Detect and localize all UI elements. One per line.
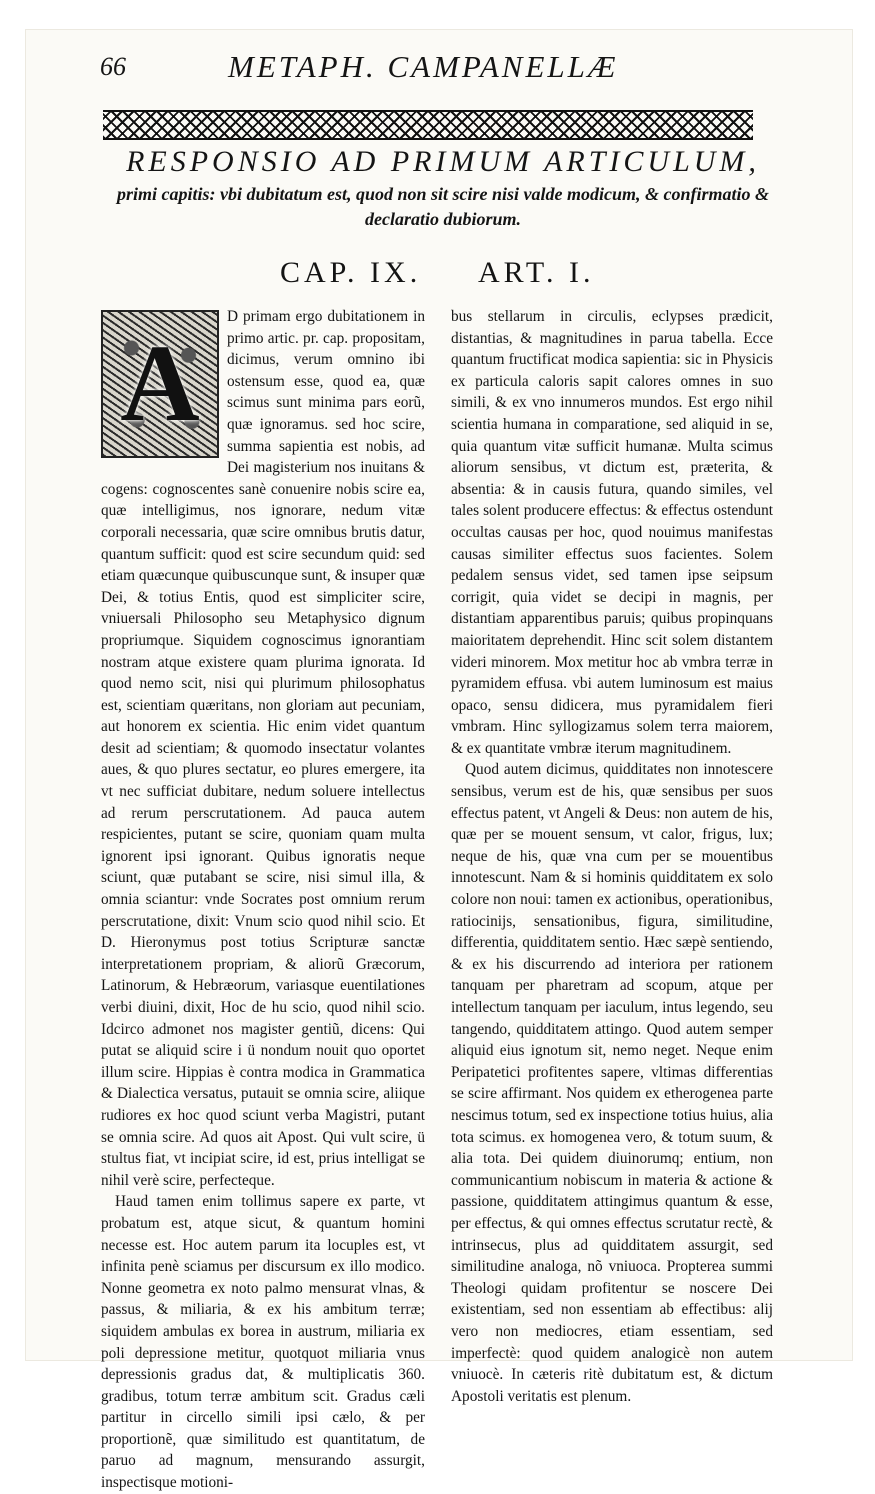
chapter-heading-block <box>98 144 788 232</box>
chapter-heading: RESPONSIO AD PRIMUM ARTICULUM, <box>126 145 760 178</box>
decorated-initial <box>101 310 219 458</box>
left-paragraph-1: D primam ergo dubitationem in primo artic. pr. cap. propositam, dicimus, verum omnino ibi ostensum esse, quod ea, quæ scimus sunt minima pars eorũ, quæ ignoramus. sed hoc scire, summa sapientia est nobis, ad Dei magisterium nos inuitans & cogens: cognoscentes sanè conuenire nobis scire ea, quæ intelligimus, nos ignorare, nedum vitæ corporali necessaria, quæ scire omnibus brutis datur, quantum sufficit: quod est scire secundum quid: sed etiam quæcunque quibuscunque sunt, & insuper quæ Dei, & totius Entis, quod est simpliciter scire, vniuersali Philosopho seu Metaphysico dignum propriumque. Siquidem cognoscimus ignorantiam nostram atque existere quam plurima ignorata. Id quod nemo scit, nisi qui plurimum philosophatus est, scientiam quæritans, non gloriam aut pecuniam, aut honorem ex scientia. Hic enim videt quantum desit ad scientiam; & quomodo insectatur volantes aues, & quo plures sectatur, eo plures emergere, ita vt nec sufficiat dubitare, nedum soluere intellectus ad rerum perscrutationem. Ad pauca autem respicientes, putant se scire, quoniam quam multa ignorent ipsi ignorant. Quibus ignoratis neque sciunt, quæ putabant se scire, nisi simul illa, & omnia sciantur: vnde Socrates post omnium rerum perscrutatione, dixit: Vnum scio quod nihil scio. Et D. Hieronymus post totius Scripturæ sanctæ interpretationem propriam, & aliorũ Græcorum, Latinorum, & Hebræorum, variasque euentilationes verbi diuini, dixit, Hoc de hu scio, quod nihil scio. Idcirco admonet nos magister gentiũ, dicens: Qui putat se aliquid scire i ü nondum nouit quo oportet illum scire. Hippias è contra modica in Grammatica & Dialectica versatus, putauit se omnia scire, aliique rudiores ex hoc quod sciunt verba Magistri, putant se omnia scire. Ad quos ait Apost. Qui vult scire, ü stultus fiat, vt incipiat scire, id est, prius intelligat se nihil verè scire, perfecteque. <box>101 308 425 1189</box>
right-column <box>451 306 773 1407</box>
page-number: 66 <box>100 52 126 81</box>
left-paragraph-2: Haud tamen enim tollimus sapere ex parte, vt probatum est, atque sicut, & quantum homini necesse est. Hoc autem parum ita locuples est, vt infinita penè sciamus per discursum ex illo modico. Nonne geometra ex noto palmo mensurat vlnas, & passus, & miliaria, & ex his ambitum terræ; siquidem ambulas ex borea in austrum, miliaria ex poli depressione metitur, quotquot miliaria vnus depressionis gradus dat, & multiplicatis 360. gradibus, totum terræ ambitum scit. Gradus cæli partitur in circello simili ipsi cælo, & per proportionẽ, quæ similitudo est quantitatum, de paruo ad magnum, mensurando assurgit, inspectisque motioni- <box>101 1193 425 1492</box>
chapter-subheading: primi capitis: vbi dubitatum est, quod non sit scire nisi valde modicum, & confirmatio & declaratio dubiorum. <box>116 184 770 229</box>
right-paragraph-1: bus stellarum in circulis, eclypses prædicit, distantias, & magnitudines in parua tabella. Ecce quantum fructificat modica sapientia: sic in Physicis ex particula caloris sapit calores omnes in suo simili, & ex vno innumeros mundos. Est ergo nihil scientia humana in comparatione, sed aliquid in se, quia quantum vitæ sufficit humanæ. Multa scimus aliorum sensibus, vt dictum est, præterita, & absentia: & in causis futura, quando similes, vel tales solent producere effectus: & effectus ostendunt occultas causas per hoc, quod nouimus manifestas causas similiter effectus suos facientes. Solem pedalem sensus videt, sed tamen ipse seipsum corrigit, quia videt se decipi in magnis, per distantiam apparentibus paruis; quibus propinquans maioritatem deprehendit. Hinc scit solem distantem videri minorem. Mox metitur hoc ab vmbra terræ in pyramidem effusa. vbi autem luminosum est maius opaco, sensu didicera, mus pyramidalem fieri vmbram. Hinc syllogizamus solem terra maiorem, & ex quantitate vmbræ iterum magnitudinem. <box>451 308 773 757</box>
left-column <box>101 306 425 1494</box>
drop-cap-letter: A <box>120 322 200 445</box>
running-head <box>100 50 740 90</box>
ornament-band <box>103 110 753 140</box>
right-paragraph-2: Quod autem dicimus, quidditates non innotescere sensibus, verum est de his, quæ sensibus per suos effectus patent, vt Angeli & Deus: non autem de his, quæ per se mouent sensum, vt calor, frigus, lux; neque de his, quæ vna cum per se mouentibus innotescunt. Nam & si hominis quidditatem ex solo colore non noui: tamen ex actionibus, operationibus, ratiocinijs, sensationibus, figura, similitudine, differentia, quidditatem sentio. Hæc sæpè sentiendo, & ex his discurrendo ad interiora per rationem tanquam per pharetram ad scopum, atque per intellectum tanquam per iaculum, intus legendo, seu tangendo, quidditatem attingo. Quod autem semper aliquid eius ignotum sit, nemo neget. Neque enim Peripatetici profitentes sapere, vltimas differentias se scire affirmant. Nos quidem ex etherogenea parte nescimus totum, sed ex inspectione totius huius, alia tota scimus. ex homogenea vero, & totum suum, & alia tota. Dei quidem diuinorumq; entium, non communicantium nobiscum in materia & actione & passione, quidditatem attingimus quantum & esse, per effectus, & qui omnes effectus scrutatur rectè, & intrinsecus, plus ad quidditatem assurgit, sed similitudine analoga, nõ vniuoca. Propterea summi Theologi quidam profitentur se noscere Dei existentiam, sed non essentiam ab effectibus: alij vero non mediocres, etiam essentiam, sed imperfectè: quod quidem analogicè non autem vniuocè. In cæteris ritè dubitatum est, & dictum Apostoli veritatis est plenum. <box>451 761 773 1405</box>
cap-label: CAP. IX. <box>280 256 422 289</box>
art-label: ART. I. <box>478 256 595 289</box>
running-title: METAPH. CAMPANELLÆ <box>228 49 619 84</box>
